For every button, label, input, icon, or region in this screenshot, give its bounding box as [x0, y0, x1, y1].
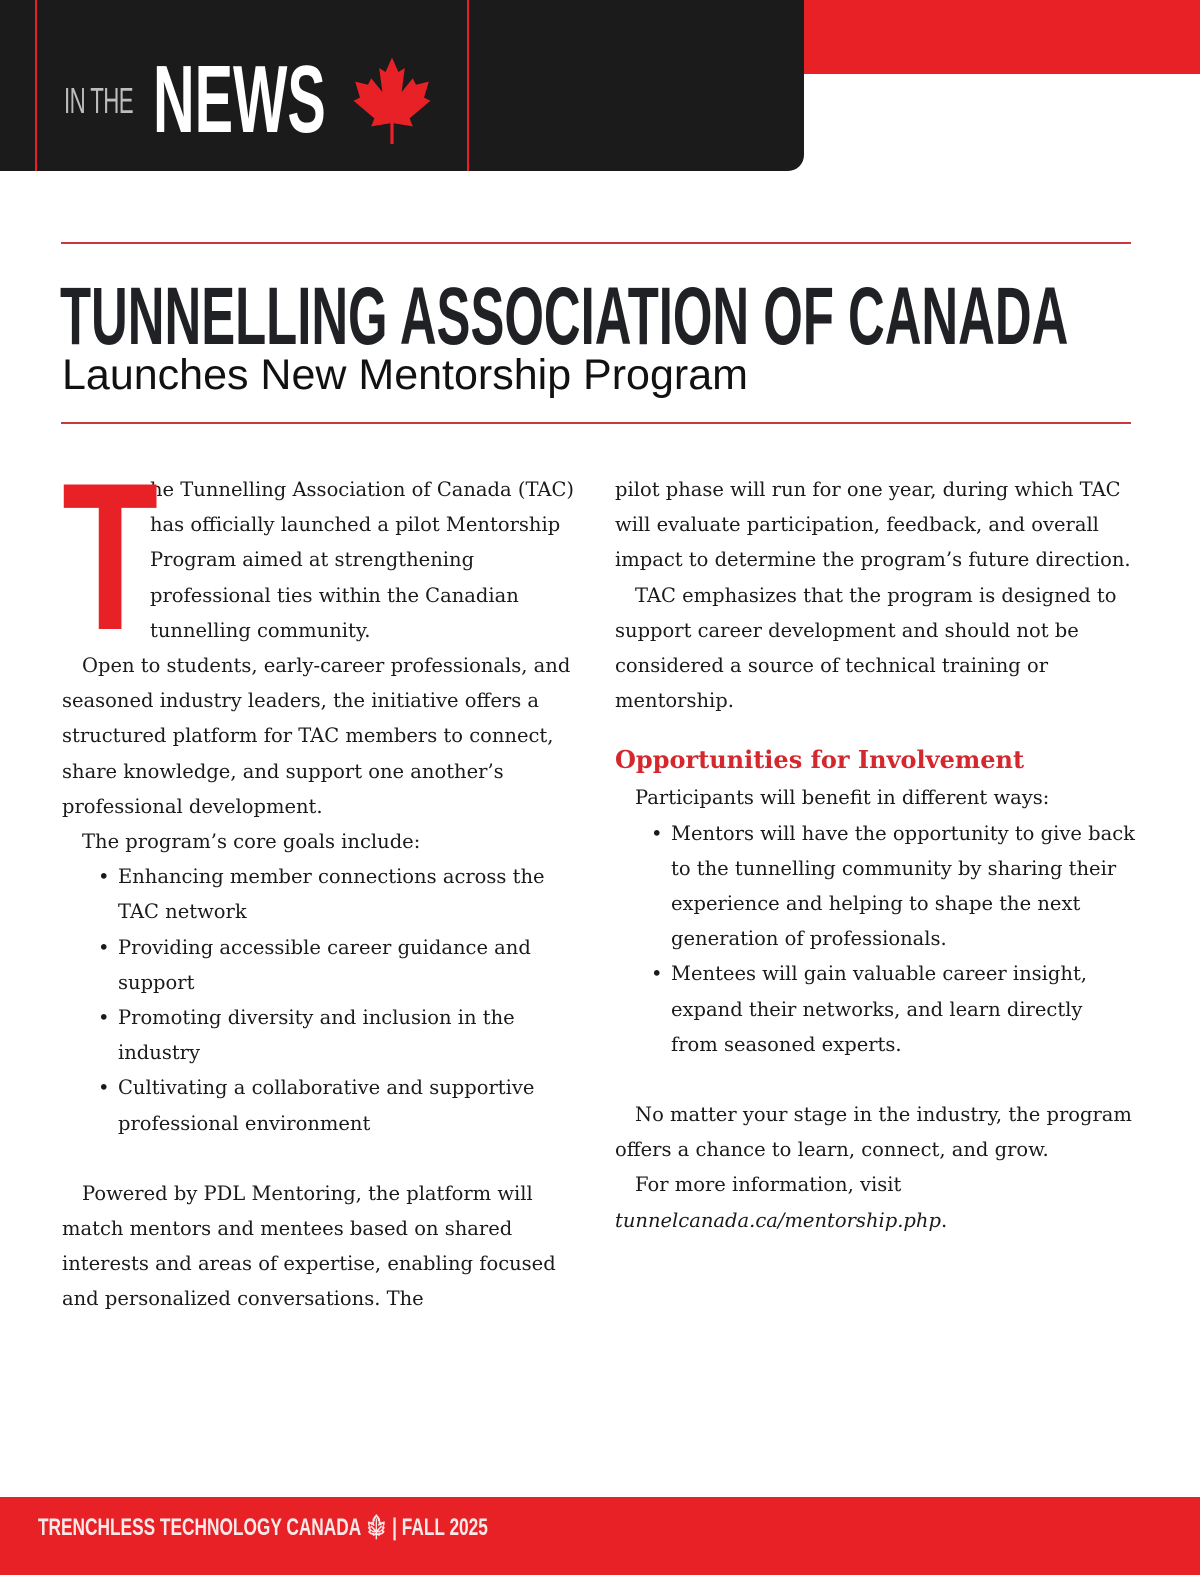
publication-name: TRENCHLESS TECHNOLOGY CANADA: [38, 1514, 361, 1541]
list-item: • Providing accessible career guidance and support: [118, 930, 582, 1000]
maple-leaf-icon: [352, 55, 432, 145]
footer-text: [38, 1513, 488, 1542]
page-footer: [0, 1497, 1200, 1575]
website-link[interactable]: tunnelcanada.ca/mentorship.php: [615, 1208, 941, 1232]
paragraph: Participants will benefit in different ways:: [635, 786, 1050, 810]
text: For more information, visit: [635, 1173, 902, 1197]
benefits-list: [615, 816, 1135, 1062]
goals-list: [62, 859, 582, 1141]
banner-divider: [467, 0, 469, 171]
drop-cap: T: [62, 439, 159, 674]
list-item: • Enhancing member connections across the TAC network: [118, 859, 582, 929]
paragraph: Powered by PDL Mentoring, the platform will match mentors and mentees based on shared interests and areas of expertise, enabling focused and personalized conversations. The: [62, 1181, 556, 1311]
article-column-right: [615, 472, 1135, 1238]
paragraph: pilot phase will run for one year, during which TAC will evaluate participation, feedback, and overall impact to determine the program’s future direction.: [615, 478, 1131, 572]
banner-kicker: IN THE: [64, 80, 134, 121]
paragraph: he Tunnelling Association of Canada (TAC) has officially launched a pilot Mentorship Program aimed at strengthening professional ties within the Canadian tunnelling community.: [150, 478, 575, 642]
top-red-bar: [780, 0, 1200, 74]
issue-label: FALL 2025: [401, 1514, 488, 1541]
paragraph: No matter your stage in the industry, the program offers a chance to learn, connect, and grow.: [615, 1103, 1132, 1162]
section-subhead: Opportunities for Involvement: [615, 745, 1025, 775]
paragraph: [615, 1167, 1135, 1237]
article-column-left: [62, 439, 582, 1317]
section-banner: [0, 0, 804, 171]
footer-separator: |: [392, 1514, 397, 1541]
text: .: [940, 1208, 948, 1232]
banner-divider: [35, 0, 37, 171]
paragraph: Open to students, early-career professionals, and seasoned industry leaders, the initiative offers a structured platform for TAC members to connect, share knowledge, and support one another’s professional development.: [62, 654, 571, 818]
list-item: • Cultivating a collaborative and supportive professional environment: [118, 1070, 582, 1140]
banner-title: NEWS: [153, 46, 326, 153]
paragraph: TAC emphasizes that the program is designed to support career development and should not be considered a source of technical training or mentorship.: [615, 583, 1117, 713]
article-subtitle: Launches New Mentorship Program: [62, 351, 748, 399]
title-rule-bottom: [61, 422, 1131, 424]
title-rule-top: [61, 242, 1131, 244]
article-title: TUNNELLING ASSOCIATION OF CANADA: [60, 271, 1069, 362]
list-item: • Promoting diversity and inclusion in the industry: [118, 1000, 582, 1070]
list-item: • Mentors will have the opportunity to give back to the tunnelling community by sharing their experience and helping to shape the next generation of professionals.: [671, 816, 1135, 957]
list-item: • Mentees will gain valuable career insight, expand their networks, and learn directly from seasoned experts.: [671, 956, 1135, 1062]
maple-leaf-icon: 🍁︎: [365, 1514, 388, 1541]
paragraph: The program’s core goals include:: [82, 830, 421, 854]
